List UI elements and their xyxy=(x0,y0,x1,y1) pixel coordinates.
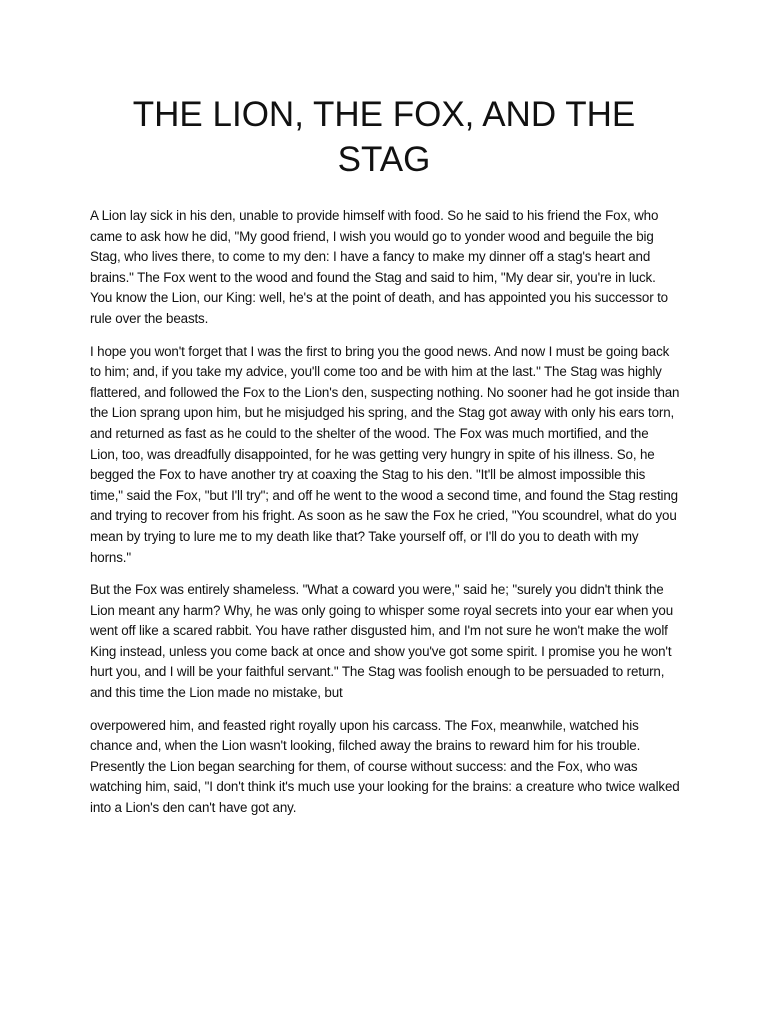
paragraph-2: I hope you won't forget that I was the first to bring you the good news. And now I must be going back to him; and, if you take my advice, you'll come too and be with him at the last." The Stag was highly flattered, and followed the Fox to the Lion's den, suspecting nothing. No sooner had he got inside than the Lion sprang upon him, but he misjudged his spring, and the Stag got away with only his ears torn, and returned as fast as he could to the shelter of the wood. The Fox was much mortified, and the Lion, too, was dreadfully disappointed, for he was getting very hungry in spite of his illness. So, he begged the Fox to have another try at coaxing the Stag to his den. "It'll be almost impossible this time," said the Fox, "but I'll try"; and off he went to the wood a second time, and found the Stag resting and trying to recover from his fright. As soon as he saw the Fox he cried, "You scoundrel, what do you mean by trying to lure me to my death like that? Take yourself off, or I'll do you to death with my horns." xyxy=(90,343,680,565)
paragraph-3: But the Fox was entirely shameless. "What a coward you were," said he; "surely you didn't think the Lion meant any harm? Why, he was only going to whisper some royal secrets into your ear when you went off like a scared rabbit. You have rather disgusted him, and I'm not sure he won't make the wolf King instead, unless you come back at once and show you've got some spirit. I promise you he won't hurt you, and I will be your faithful servant." The Stag was foolish enough to be persuaded to return, and this time the Lion made no mistake, but xyxy=(90,582,674,701)
paragraph-4: overpowered him, and feasted right royally upon his carcass. The Fox, meanwhile, watched his chance and, when the Lion wasn't looking, filched away the brains to reward him for his trouble. Presently the Lion began searching for them, of course without success: and the Fox, who was watching him, said, "I don't think it's much use your looking for the brains: a creature who twice walked into a Lion's den can't have got any. xyxy=(90,717,680,816)
story-body xyxy=(90,206,680,831)
paragraph-1: A Lion lay sick in his den, unable to provide himself with food. So he said to his friend the Fox, who came to ask how he did, "My good friend, I wish you would go to yonder wood and beguile the big Stag, who lives there, to come to my den: I have a fancy to make my dinner off a stag's heart and brains." The Fox went to the wood and found the Stag and said to him, "My dear sir, you're in luck. You know the Lion, our King: well, he's at the point of death, and has appointed you his successor to rule over the beasts. xyxy=(90,208,668,326)
page-title: THE LION, THE FOX, AND THE STAG xyxy=(132,95,636,179)
